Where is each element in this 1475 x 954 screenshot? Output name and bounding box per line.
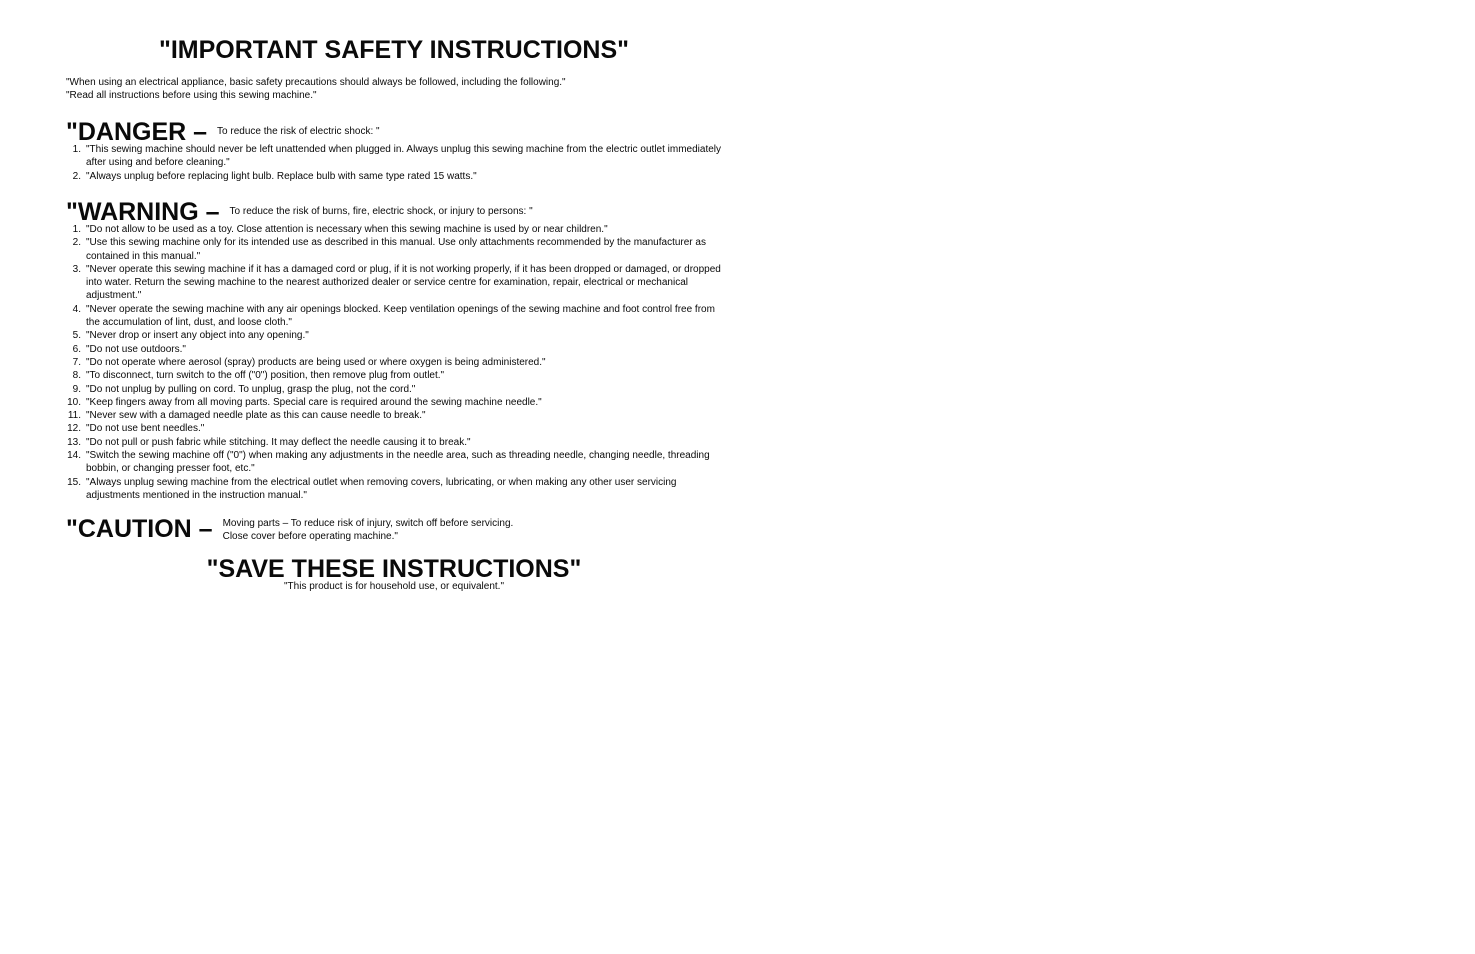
item-text: "Do not use outdoors." <box>86 343 186 355</box>
item-number: 8. <box>72 370 81 382</box>
list-item <box>62 449 726 476</box>
list-item <box>62 396 726 409</box>
item-number: 9. <box>72 383 81 395</box>
list-item <box>62 476 726 503</box>
item-text: "This sewing machine should never be left unattended when plugged in. Always unplug this sewing machine from the electric outlet immediately after using and before cleaning." <box>86 144 722 169</box>
list-item <box>62 303 726 330</box>
item-number: 10. <box>67 396 81 408</box>
caution-line: Moving parts – To reduce risk of injury, switch off before servicing. <box>222 518 514 529</box>
caution-title: "CAUTION – <box>66 515 213 543</box>
item-text: "Do not use bent needles." <box>86 423 205 435</box>
list-item <box>62 263 726 303</box>
danger-subtitle: To reduce the risk of electric shock: " <box>217 126 380 137</box>
item-number: 1. <box>72 144 81 155</box>
caution-notes <box>223 517 514 543</box>
list-item <box>62 143 726 170</box>
item-text: "Never operate the sewing machine with any air openings blocked. Keep ventilation openings of the sewing machine and foot control free from the accumulation of lint, dust, and loose cloth." <box>86 303 715 329</box>
item-number: 11. <box>67 410 81 422</box>
list-item <box>62 170 726 183</box>
item-text: "Never operate this sewing machine if it has a damaged cord or plug, if it is not working properly, if it has been dropped or damaged, or dropped into water. Return the sewing machine to the nearest authorized dealer or service centre for examination, repair, electrical or mechanical adjustment." <box>86 263 721 302</box>
list-item <box>62 329 726 342</box>
list-item <box>62 409 726 422</box>
item-number: 1. <box>72 224 81 235</box>
item-number: 2. <box>72 170 81 182</box>
item-number: 3. <box>72 263 81 275</box>
warning-list <box>62 223 726 502</box>
caution-line: Close cover before operating machine." <box>222 531 398 542</box>
item-number: 5. <box>72 330 81 342</box>
danger-heading <box>66 118 380 146</box>
item-number: 12. <box>67 423 81 435</box>
item-text: "Do not operate where aerosol (spray) products are being used or where oxygen is being administered." <box>86 356 546 368</box>
warning-title: "WARNING – <box>66 198 220 226</box>
caution-section <box>66 514 513 544</box>
item-number: 4. <box>72 303 81 315</box>
item-text: "Always unplug before replacing light bulb. Replace bulb with same type rated 15 watts." <box>86 170 477 182</box>
list-item <box>62 343 726 356</box>
list-item <box>62 369 726 382</box>
item-text: "Never drop or insert any object into any opening." <box>86 330 309 342</box>
warning-subtitle: To reduce the risk of burns, fire, electric shock, or injury to persons: " <box>229 206 533 217</box>
warning-heading <box>66 198 533 226</box>
footnote: "This product is for household use, or equivalent." <box>284 581 504 592</box>
list-item <box>62 383 726 396</box>
danger-title: "DANGER – <box>66 118 208 146</box>
item-number: 14. <box>67 450 81 462</box>
item-text: "Never sew with a damaged needle plate as this can cause needle to break." <box>86 410 426 422</box>
page-title: "IMPORTANT SAFETY INSTRUCTIONS" <box>158 36 629 64</box>
item-text: "Do not pull or push fabric while stitching. It may deflect the needle causing it to break." <box>86 436 471 448</box>
save-title: "SAVE THESE INSTRUCTIONS" <box>206 555 582 583</box>
item-text: "Always unplug sewing machine from the electrical outlet when removing covers, lubricating, or when making any other user servicing adjustments mentioned in the instruction manual." <box>86 476 677 501</box>
danger-list <box>62 143 726 183</box>
item-text: "Use this sewing machine only for its intended use as described in this manual. Use only attachments recommended by the manufacturer as contained in this manual." <box>86 237 706 262</box>
item-number: 6. <box>72 343 81 355</box>
item-text: "Do not unplug by pulling on cord. To unplug, grasp the plug, not the cord." <box>86 383 416 395</box>
item-text: "Keep fingers away from all moving parts. Special care is required around the sewing machine needle." <box>86 396 542 408</box>
item-text: "To disconnect, turn switch to the off ("0") position, then remove plug from outlet." <box>86 370 445 382</box>
intro-line: "Read all instructions before using this sewing machine." <box>66 90 317 101</box>
list-item <box>62 236 726 263</box>
list-item <box>62 436 726 449</box>
item-number: 2. <box>72 237 81 249</box>
list-item <box>62 223 726 236</box>
item-text: "Switch the sewing machine off ("0") when making any adjustments in the needle area, such as threading needle, changing needle, threading bobbin, or changing presser foot, etc." <box>86 450 710 475</box>
item-number: 7. <box>72 356 81 368</box>
list-item <box>62 422 726 435</box>
item-text: "Do not allow to be used as a toy. Close attention is necessary when this sewing machine is used by or near children." <box>86 224 608 235</box>
item-number: 15. <box>67 476 81 488</box>
intro-text <box>66 76 566 102</box>
item-number: 13. <box>67 436 81 448</box>
intro-line: "When using an electrical appliance, basic safety precautions should always be followed, including the following." <box>66 77 566 88</box>
list-item <box>62 356 726 369</box>
